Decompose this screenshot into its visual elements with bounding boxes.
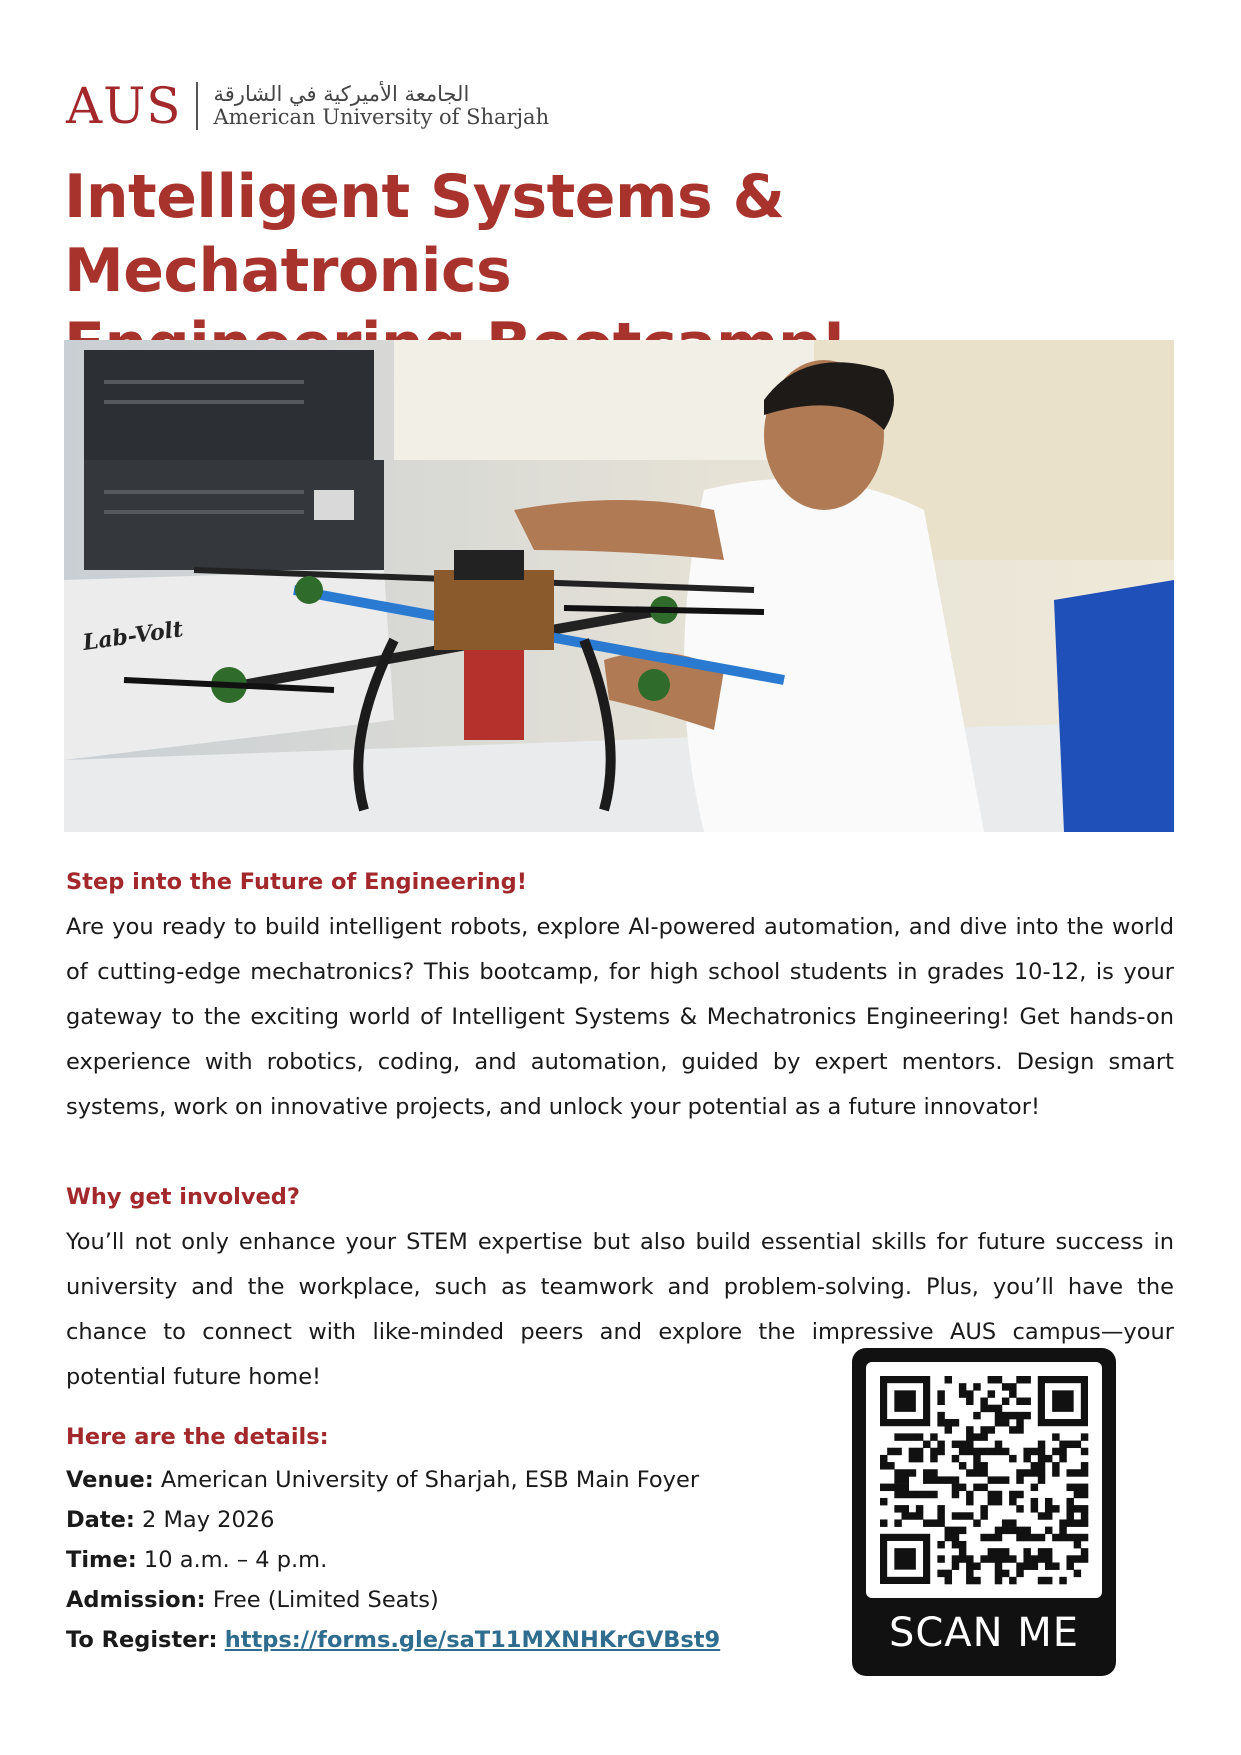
- content-section: [66, 860, 1174, 1400]
- heading-future: Step into the Future of Engineering!: [66, 869, 528, 895]
- admission-label: Admission:: [66, 1587, 206, 1613]
- date-label: Date:: [66, 1507, 135, 1533]
- title-line-1: Intelligent Systems & Mechatronics: [64, 162, 785, 306]
- logo-divider: [196, 82, 198, 130]
- logo-abbr: AUS: [66, 77, 182, 135]
- register-row: [66, 1620, 826, 1660]
- logo-text: [214, 83, 550, 129]
- scan-me-label: SCAN ME: [888, 1610, 1080, 1656]
- admission-value: Free (Limited Seats): [212, 1587, 439, 1613]
- venue-row: [66, 1460, 826, 1500]
- date-row: [66, 1500, 826, 1540]
- heading-why: Why get involved?: [66, 1184, 300, 1210]
- paragraph-future: Are you ready to build intelligent robots, explore AI-powered automation, and dive into the world of cutting-edge mechatronics? This bootcamp, for high school students in grades 10-12, is your gateway to the exciting world of Intelligent Systems & Mechatronics Engineering! Get hands-on experience with robotics, coding, and automation, guided by expert mentors. Design smart systems, work on innovative projects, and unlock your potential as a future innovator!: [66, 914, 1174, 1120]
- venue-value: American University of Sharjah, ESB Main Foyer: [160, 1467, 700, 1493]
- register-label: To Register:: [66, 1627, 218, 1653]
- drone-lab-illustration: [64, 340, 1174, 832]
- qr-code-icon: [866, 1362, 1102, 1598]
- time-value: 10 a.m. – 4 p.m.: [143, 1547, 328, 1573]
- logo-arabic: الجامعة الأميركية في الشارقة: [213, 81, 470, 106]
- time-row: [66, 1540, 826, 1580]
- time-label: Time:: [66, 1547, 137, 1573]
- qr-code[interactable]: [866, 1362, 1102, 1598]
- paragraph-why: You’ll not only enhance your STEM expertise but also build essential skills for future success in university and the workplace, such as teamwork and problem-solving. Plus, you’ll have the chance to connect with like-minded peers and explore the impressive AUS campus—your potential future home!: [66, 1229, 1174, 1390]
- register-link[interactable]: https://forms.gle/saT11MXNHKrGVBst9: [224, 1627, 721, 1653]
- logo-english: American University of Sharjah: [213, 105, 550, 129]
- hero-photo: [64, 340, 1174, 832]
- venue-label: Venue:: [66, 1467, 154, 1493]
- date-value: 2 May 2026: [142, 1507, 275, 1533]
- heading-details: Here are the details:: [66, 1424, 329, 1450]
- admission-row: [66, 1580, 826, 1620]
- details-section: [66, 1415, 826, 1660]
- qr-code-card[interactable]: [852, 1348, 1116, 1676]
- aus-logo: [66, 78, 596, 134]
- svg-text:Lab-Volt: Lab-Volt: [81, 616, 185, 656]
